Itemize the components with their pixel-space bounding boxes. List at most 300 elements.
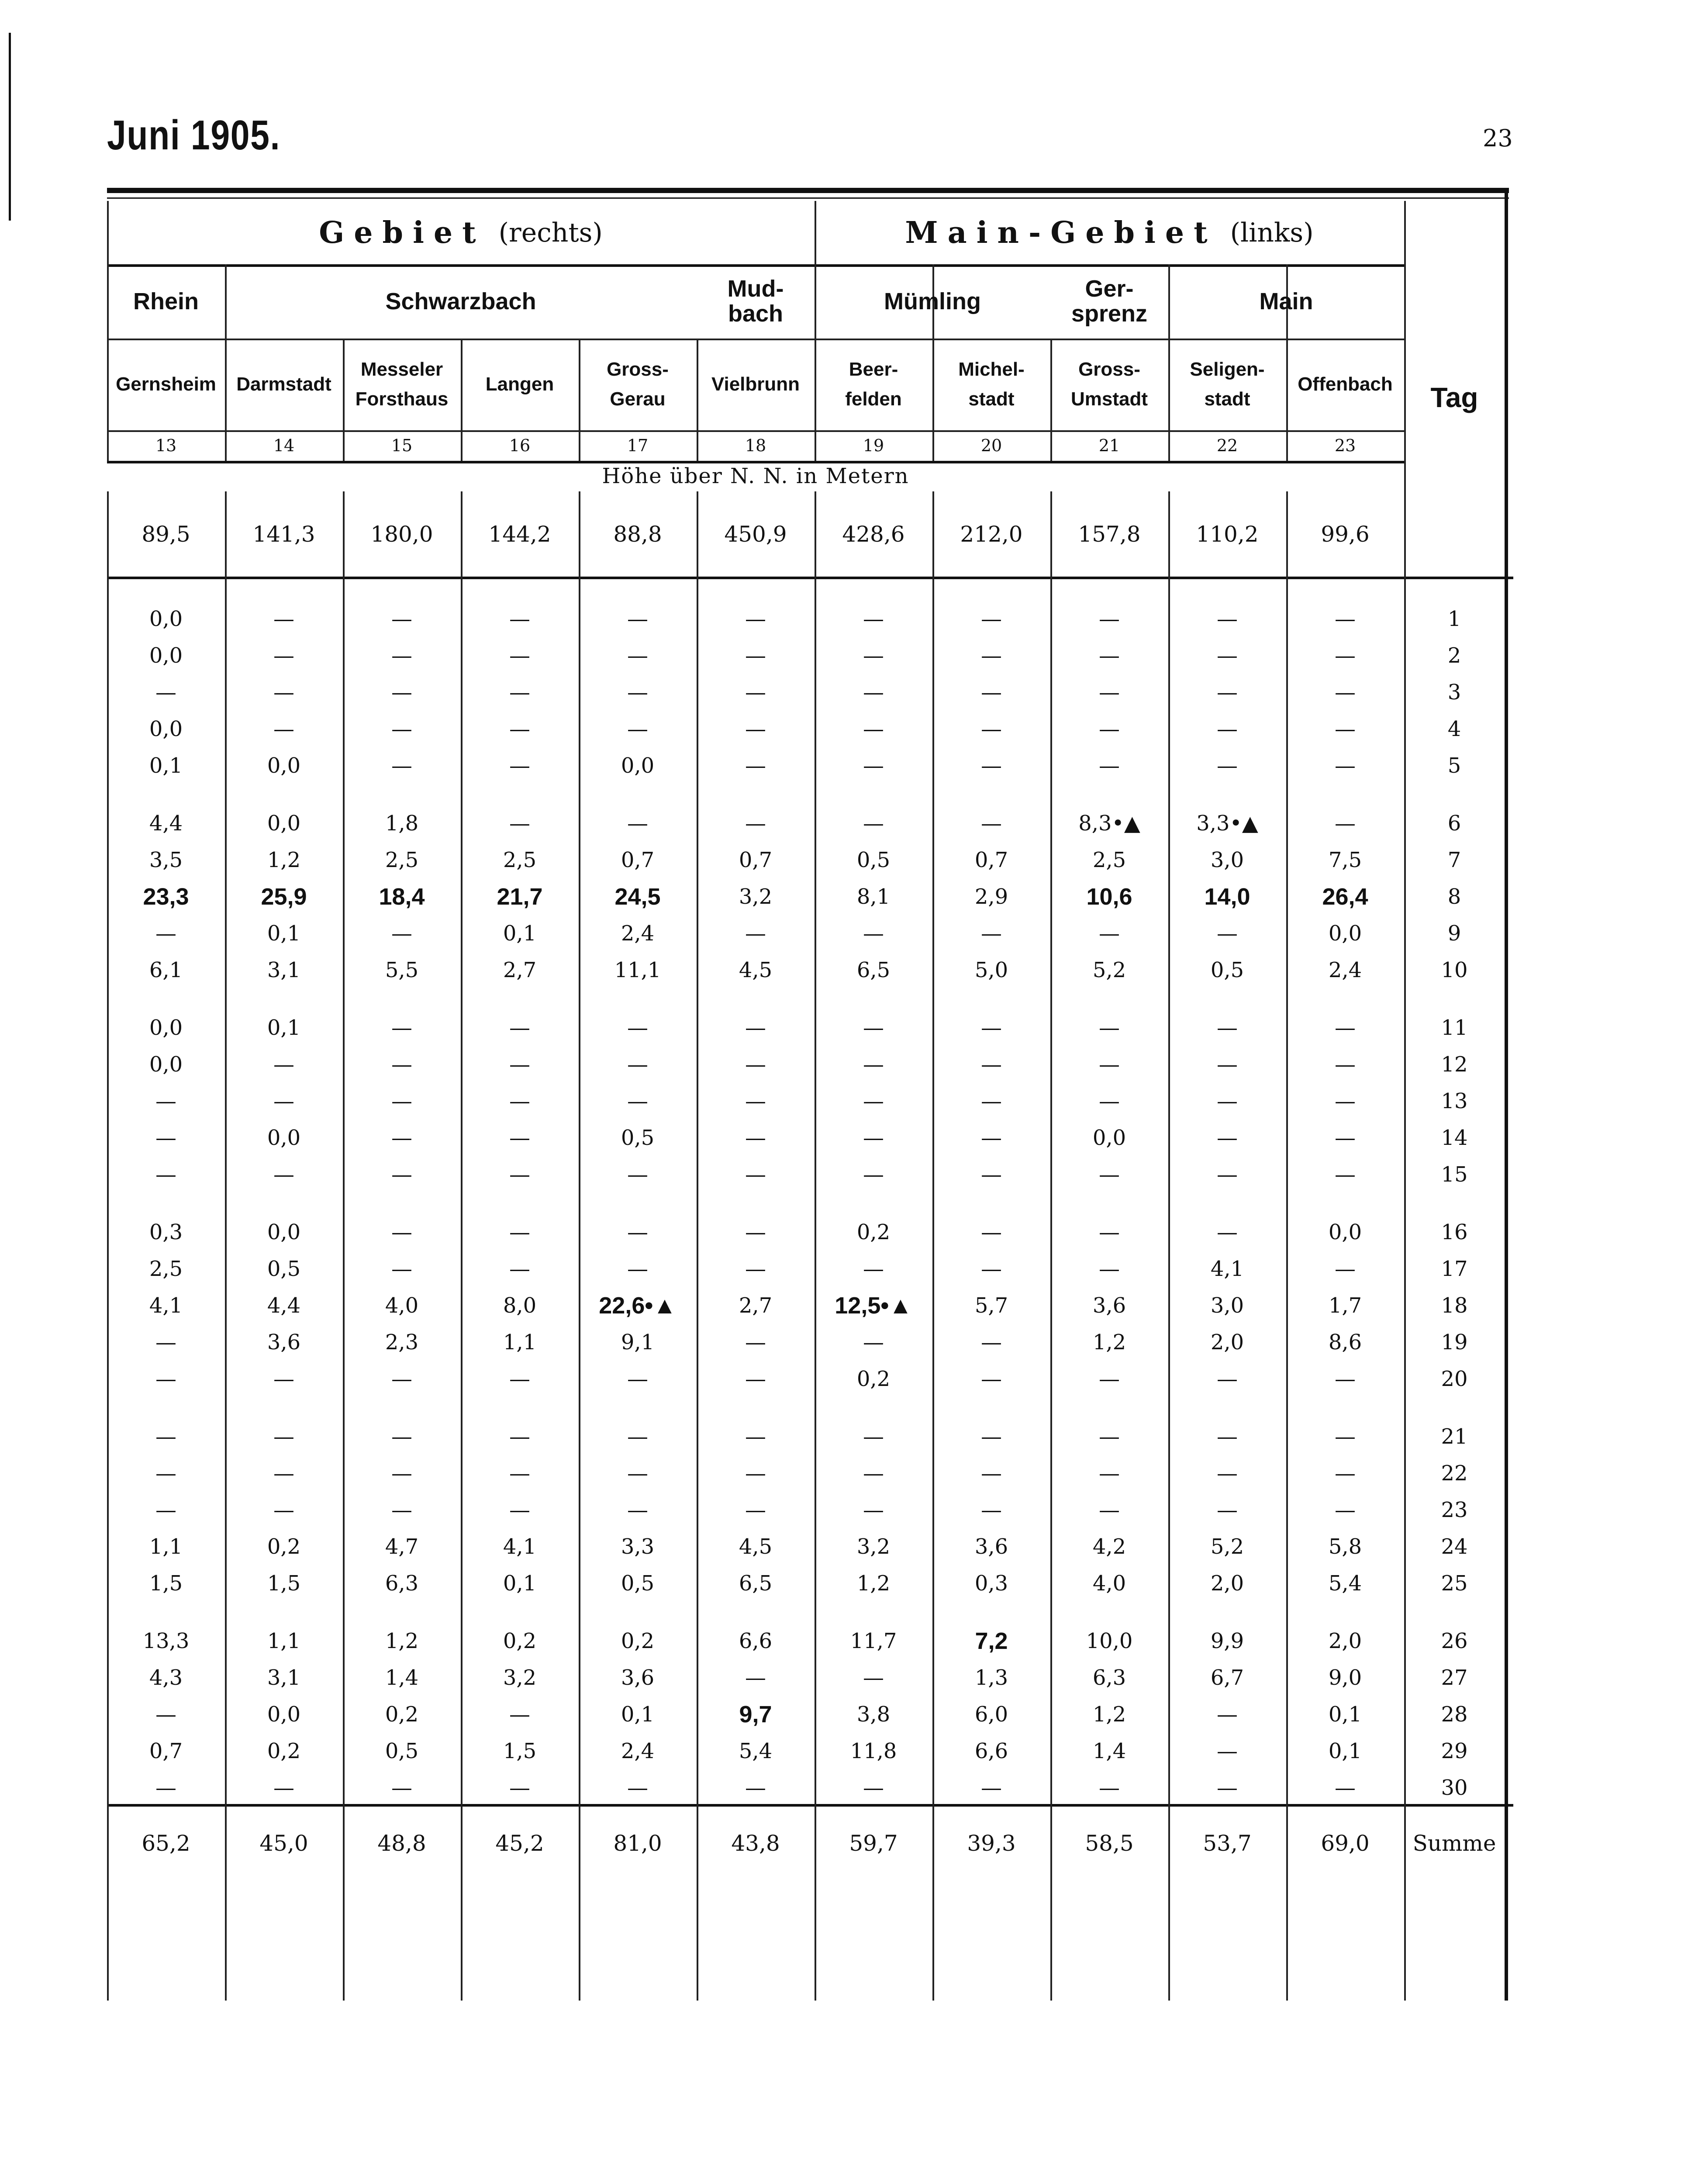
data-cell: —	[981, 1052, 1002, 1077]
data-cell: —	[627, 1220, 648, 1244]
data-cell: 2,5	[503, 848, 537, 872]
data-cell: —	[981, 1016, 1002, 1040]
data-cell: —	[981, 1424, 1002, 1449]
day-number: 17	[1441, 1257, 1468, 1281]
data-cell: 0,1	[1328, 1739, 1362, 1763]
data-cell: —	[391, 921, 412, 946]
data-cell: —	[1335, 1126, 1356, 1150]
data-cell: 0,0	[1092, 1126, 1126, 1150]
data-cell: 3,6	[1092, 1293, 1126, 1318]
data-cell: —	[273, 1052, 294, 1077]
data-cell: —	[627, 1089, 648, 1113]
data-cell: —	[863, 921, 884, 946]
data-cell: —	[509, 680, 530, 705]
data-cell: 2,7	[503, 958, 537, 982]
data-cell: 22,6•▲	[599, 1292, 677, 1319]
station-hoehe: 144,2	[488, 521, 551, 547]
data-cell: —	[391, 1424, 412, 1449]
data-cell: 3,2	[503, 1666, 537, 1690]
data-cell: 2,5	[385, 848, 419, 872]
data-cell: 0,0	[267, 753, 301, 778]
day-number: 19	[1441, 1330, 1468, 1355]
data-cell: —	[1099, 1220, 1120, 1244]
data-cell: —	[1335, 607, 1356, 631]
station-name: Gross- Gerau	[607, 358, 669, 410]
data-cell: —	[863, 1016, 884, 1040]
data-cell: 1,8	[385, 811, 419, 836]
data-cell: 0,7	[974, 848, 1008, 872]
region-left-header	[107, 201, 815, 264]
data-cell: 2,9	[974, 885, 1008, 909]
data-cell: 0,5	[1210, 958, 1244, 982]
column-number: 16	[509, 436, 531, 455]
day-number: 7	[1447, 848, 1461, 872]
tag-column-header: Tag	[1430, 382, 1478, 413]
data-cell: 8,3•▲	[1078, 811, 1140, 836]
data-cell: 11,1	[614, 958, 661, 982]
data-cell: —	[745, 753, 766, 778]
station-name: Messeler Forsthaus	[355, 358, 449, 410]
data-cell: —	[155, 1498, 176, 1522]
data-cell: —	[981, 1126, 1002, 1150]
data-cell: 3,8	[856, 1702, 891, 1727]
data-cell: 2,4	[1328, 958, 1362, 982]
data-cell: 6,5	[856, 958, 891, 982]
data-cell: —	[981, 1330, 1002, 1355]
page-title: Juni 1905.	[107, 112, 281, 159]
data-cell: —	[1217, 717, 1238, 741]
data-cell: —	[1335, 1461, 1356, 1486]
data-cell: 1,1	[267, 1629, 301, 1653]
data-cell: —	[1099, 753, 1120, 778]
day-number: 24	[1441, 1534, 1468, 1559]
data-cell: 11,7	[850, 1629, 897, 1653]
data-cell: 1,4	[385, 1666, 419, 1690]
data-cell: —	[981, 1089, 1002, 1113]
data-cell: —	[1217, 1162, 1238, 1187]
data-cell: 1,2	[856, 1571, 891, 1596]
data-cell: 3,0	[1210, 848, 1244, 872]
data-cell: 11,8	[850, 1739, 897, 1763]
data-cell: —	[509, 1498, 530, 1522]
data-cell: —	[1335, 1776, 1356, 1800]
data-cell: —	[745, 1220, 766, 1244]
data-cell: —	[509, 1461, 530, 1486]
data-cell: 1,5	[149, 1571, 183, 1596]
data-cell: 3,1	[267, 1666, 301, 1690]
column-number: 21	[1098, 436, 1120, 455]
data-cell: 0,3	[149, 1220, 183, 1244]
day-number: 1	[1447, 607, 1461, 631]
data-cell: 3,6	[267, 1330, 301, 1355]
river-2: Mud- bach	[727, 276, 784, 327]
day-number: 21	[1441, 1424, 1468, 1449]
data-cell: —	[1335, 753, 1356, 778]
data-cell: —	[1217, 1776, 1238, 1800]
day-number: 18	[1441, 1293, 1468, 1318]
day-number: 8	[1447, 885, 1461, 909]
data-cell: 13,3	[142, 1629, 190, 1653]
data-cell: —	[745, 1776, 766, 1800]
station-name: Seligen- stadt	[1190, 358, 1265, 410]
sum-value: 53,7	[1203, 1831, 1252, 1856]
data-cell: 2,4	[621, 1739, 655, 1763]
data-cell: —	[155, 1126, 176, 1150]
data-cell: —	[155, 1424, 176, 1449]
station-name: Offenbach	[1298, 373, 1393, 395]
data-cell: —	[1217, 753, 1238, 778]
data-cell: —	[863, 1330, 884, 1355]
data-cell: —	[981, 1498, 1002, 1522]
river-0: Rhein	[133, 288, 199, 314]
data-cell: —	[1335, 1089, 1356, 1113]
rule-right-outer	[1505, 192, 1508, 2001]
data-cell: —	[1335, 1257, 1356, 1281]
data-cell: 0,1	[149, 753, 183, 778]
data-cell: 10,0	[1086, 1629, 1133, 1653]
data-cell: —	[863, 811, 884, 836]
data-cell: 0,0	[621, 753, 655, 778]
data-cell: 1,3	[974, 1666, 1008, 1690]
data-cell: —	[745, 1367, 766, 1391]
data-cell: —	[155, 1702, 176, 1727]
data-cell: —	[863, 643, 884, 668]
data-cell: 8,0	[503, 1293, 537, 1318]
data-cell: —	[273, 717, 294, 741]
column-number: 15	[391, 436, 413, 455]
data-cell: —	[391, 1052, 412, 1077]
data-cell: —	[981, 643, 1002, 668]
data-cell: 0,2	[385, 1702, 419, 1727]
data-cell: —	[627, 1461, 648, 1486]
data-cell: 0,2	[856, 1220, 891, 1244]
data-cell: —	[273, 1498, 294, 1522]
data-cell: 4,7	[385, 1534, 419, 1559]
data-cell: 1,2	[1092, 1330, 1126, 1355]
day-number: 27	[1441, 1666, 1468, 1690]
day-number: 15	[1441, 1162, 1468, 1187]
column-number: 13	[155, 436, 177, 455]
data-cell: —	[863, 1666, 884, 1690]
data-cell: —	[627, 1257, 648, 1281]
data-cell: 0,1	[503, 921, 537, 946]
data-cell: —	[509, 811, 530, 836]
data-cell: —	[627, 1052, 648, 1077]
data-cell: —	[509, 1052, 530, 1077]
data-cell: —	[1217, 1220, 1238, 1244]
data-cell: —	[981, 1367, 1002, 1391]
data-cell: —	[155, 1330, 176, 1355]
data-cell: —	[1217, 1016, 1238, 1040]
data-cell: —	[745, 1666, 766, 1690]
data-cell: 3,0	[1210, 1293, 1244, 1318]
data-cell: 3,1	[267, 958, 301, 982]
data-cell: —	[745, 680, 766, 705]
sum-value: 81,0	[613, 1831, 662, 1856]
data-cell: —	[391, 1776, 412, 1800]
station-hoehe: 141,3	[252, 521, 315, 547]
data-cell: —	[155, 1367, 176, 1391]
data-cell: —	[1099, 1498, 1120, 1522]
data-cell: —	[1099, 1162, 1120, 1187]
data-cell: —	[1217, 1424, 1238, 1449]
data-cell: —	[1099, 1052, 1120, 1077]
data-cell: 4,5	[739, 1534, 773, 1559]
data-cell: —	[1099, 1257, 1120, 1281]
data-cell: —	[1099, 1776, 1120, 1800]
day-number: 25	[1441, 1571, 1468, 1596]
data-cell: —	[1335, 1052, 1356, 1077]
margin-line	[9, 33, 11, 221]
data-cell: 10,6	[1086, 884, 1132, 910]
station-name: Vielbrunn	[711, 373, 800, 395]
data-cell: 1,1	[503, 1330, 537, 1355]
station-hoehe: 212,0	[960, 521, 1023, 547]
station-name: Beer- felden	[845, 358, 902, 410]
data-cell: —	[1217, 1089, 1238, 1113]
column-number: 23	[1334, 436, 1356, 455]
data-cell: 0,0	[149, 607, 183, 631]
day-number: 14	[1441, 1126, 1468, 1150]
data-cell: 0,1	[267, 1016, 301, 1040]
data-cell: —	[745, 1052, 766, 1077]
data-cell: —	[1217, 1461, 1238, 1486]
data-cell: —	[627, 643, 648, 668]
data-cell: 8,6	[1328, 1330, 1362, 1355]
data-cell: 9,1	[621, 1330, 655, 1355]
data-cell: —	[155, 680, 176, 705]
data-cell: 5,2	[1210, 1534, 1244, 1559]
data-cell: 0,0	[267, 811, 301, 836]
data-cell: —	[745, 607, 766, 631]
data-cell: 0,1	[621, 1702, 655, 1727]
data-cell: —	[155, 1776, 176, 1800]
sum-value: 45,0	[259, 1831, 308, 1856]
data-cell: 0,5	[621, 1571, 655, 1596]
data-cell: —	[627, 1776, 648, 1800]
column-number: 22	[1216, 436, 1238, 455]
data-cell: 3,2	[739, 885, 773, 909]
data-cell: —	[981, 717, 1002, 741]
column-number: 17	[627, 436, 649, 455]
data-cell: —	[863, 717, 884, 741]
data-cell: 1,7	[1328, 1293, 1362, 1318]
data-cell: 4,3	[149, 1666, 183, 1690]
data-cell: —	[391, 1498, 412, 1522]
data-cell: —	[745, 1424, 766, 1449]
day-number: 5	[1447, 753, 1461, 778]
data-cell: 2,0	[1328, 1629, 1362, 1653]
page-number: 23	[1483, 124, 1513, 152]
data-cell: —	[509, 1776, 530, 1800]
data-cell: —	[1099, 1424, 1120, 1449]
column-number: 14	[273, 436, 295, 455]
data-cell: 9,0	[1328, 1666, 1362, 1690]
data-cell: 0,1	[503, 1571, 537, 1596]
hoehe-label: Höhe über N. N. in Metern	[602, 464, 909, 488]
data-cell: 0,7	[739, 848, 773, 872]
data-cell: —	[863, 1257, 884, 1281]
data-cell: —	[509, 1089, 530, 1113]
data-cell: 3,3•▲	[1196, 811, 1258, 836]
data-cell: —	[1335, 1162, 1356, 1187]
data-cell: 0,1	[1328, 1702, 1362, 1727]
data-cell: —	[391, 1162, 412, 1187]
data-cell: —	[391, 717, 412, 741]
data-cell: 1,2	[385, 1629, 419, 1653]
rule-data-top	[107, 577, 1513, 579]
data-cell: —	[155, 1089, 176, 1113]
data-cell: —	[155, 1162, 176, 1187]
region-right-name: Main-Gebiet	[905, 215, 1217, 250]
data-cell: —	[1335, 717, 1356, 741]
data-cell: 1,5	[267, 1571, 301, 1596]
data-cell: —	[863, 1461, 884, 1486]
column-number: 19	[863, 436, 884, 455]
day-number: 16	[1441, 1220, 1468, 1244]
data-cell: —	[627, 811, 648, 836]
data-cell: —	[1217, 921, 1238, 946]
data-cell: 6,1	[149, 958, 183, 982]
data-cell: 3,2	[856, 1534, 891, 1559]
data-cell: —	[627, 1498, 648, 1522]
data-cell: 0,5	[621, 1126, 655, 1150]
data-cell: —	[155, 921, 176, 946]
data-cell: 4,1	[503, 1534, 537, 1559]
data-cell: 0,0	[1328, 1220, 1362, 1244]
data-cell: 4,4	[267, 1293, 301, 1318]
data-cell: 5,8	[1328, 1534, 1362, 1559]
data-cell: —	[863, 607, 884, 631]
data-cell: —	[981, 811, 1002, 836]
data-cell: 2,5	[149, 1257, 183, 1281]
data-cell: 0,3	[974, 1571, 1008, 1596]
data-cell: —	[863, 1126, 884, 1150]
station-hoehe: 180,0	[370, 521, 433, 547]
data-cell: —	[509, 1424, 530, 1449]
data-cell: —	[273, 643, 294, 668]
day-number: 29	[1441, 1739, 1468, 1763]
data-cell: —	[509, 1702, 530, 1727]
column-number: 20	[980, 436, 1002, 455]
data-cell: 4,0	[385, 1293, 419, 1318]
station-name: Darmstadt	[236, 373, 331, 395]
data-cell: —	[1335, 811, 1356, 836]
data-cell: 0,0	[267, 1220, 301, 1244]
river-4: Ger- sprenz	[1071, 276, 1148, 327]
day-number: 23	[1441, 1498, 1468, 1522]
data-cell: 2,7	[739, 1293, 773, 1318]
data-cell: 25,9	[261, 884, 307, 910]
data-cell: —	[1217, 643, 1238, 668]
data-cell: 7,2	[975, 1628, 1008, 1654]
day-number: 2	[1447, 643, 1461, 668]
data-cell: —	[1217, 680, 1238, 705]
data-cell: 0,0	[267, 1702, 301, 1727]
data-cell: —	[1099, 1461, 1120, 1486]
day-number: 28	[1441, 1702, 1468, 1727]
data-cell: 5,2	[1092, 958, 1126, 982]
data-cell: 6,5	[739, 1571, 773, 1596]
region-left-name: Gebiet	[319, 215, 486, 250]
data-cell: 1,5	[503, 1739, 537, 1763]
data-cell: 0,0	[149, 1052, 183, 1077]
data-cell: —	[863, 753, 884, 778]
data-cell: 6,3	[385, 1571, 419, 1596]
data-cell: —	[863, 680, 884, 705]
data-cell: —	[273, 1162, 294, 1187]
data-cell: 4,5	[739, 958, 773, 982]
data-cell: —	[627, 1162, 648, 1187]
data-cell: 9,9	[1210, 1629, 1244, 1653]
data-cell: 5,4	[1328, 1571, 1362, 1596]
station-hoehe: 88,8	[613, 521, 662, 547]
data-cell: 1,2	[1092, 1702, 1126, 1727]
region-left-side: (rechts)	[498, 217, 603, 248]
data-cell: —	[863, 1498, 884, 1522]
data-cell: 0,0	[149, 643, 183, 668]
data-cell: 1,1	[149, 1534, 183, 1559]
data-cell: —	[509, 607, 530, 631]
data-cell: —	[627, 1016, 648, 1040]
data-cell: 4,4	[149, 811, 183, 836]
sum-value: 43,8	[731, 1831, 780, 1856]
data-cell: 0,5	[385, 1739, 419, 1763]
data-cell: 0,5	[856, 848, 891, 872]
data-cell: —	[509, 1016, 530, 1040]
data-cell: 14,0	[1204, 884, 1250, 910]
data-cell: 26,4	[1322, 884, 1368, 910]
data-cell: —	[509, 1367, 530, 1391]
data-cell: —	[273, 680, 294, 705]
day-number: 22	[1441, 1461, 1468, 1486]
top-rule-thin	[107, 197, 1509, 199]
data-cell: —	[1217, 1052, 1238, 1077]
data-cell: 1,2	[267, 848, 301, 872]
data-cell: 3,6	[621, 1666, 655, 1690]
data-cell: —	[1099, 643, 1120, 668]
data-cell: —	[1217, 1498, 1238, 1522]
data-cell: —	[981, 1257, 1002, 1281]
data-cell: 2,3	[385, 1330, 419, 1355]
station-hoehe: 89,5	[142, 521, 190, 547]
day-number: 20	[1441, 1367, 1468, 1391]
data-cell: 2,5	[1092, 848, 1126, 872]
data-cell: 7,5	[1328, 848, 1362, 872]
data-cell: 4,0	[1092, 1571, 1126, 1596]
data-cell: —	[509, 1126, 530, 1150]
rule-tag-left	[1404, 201, 1406, 577]
data-cell: —	[391, 1089, 412, 1113]
data-cell: —	[745, 921, 766, 946]
column-number: 18	[745, 436, 766, 455]
day-number: 30	[1441, 1776, 1468, 1800]
data-cell: 5,0	[974, 958, 1008, 982]
data-cell: —	[745, 1498, 766, 1522]
data-cell: —	[391, 1257, 412, 1281]
data-cell: —	[863, 1424, 884, 1449]
data-cell: —	[863, 1776, 884, 1800]
region-right-side: (links)	[1230, 217, 1314, 248]
day-number: 6	[1447, 811, 1461, 836]
data-cell: —	[509, 753, 530, 778]
data-cell: 24,5	[614, 884, 661, 910]
data-cell: —	[981, 680, 1002, 705]
data-cell: —	[391, 1126, 412, 1150]
data-cell: 3,3	[621, 1534, 655, 1559]
data-cell: —	[273, 1461, 294, 1486]
data-cell: —	[391, 680, 412, 705]
